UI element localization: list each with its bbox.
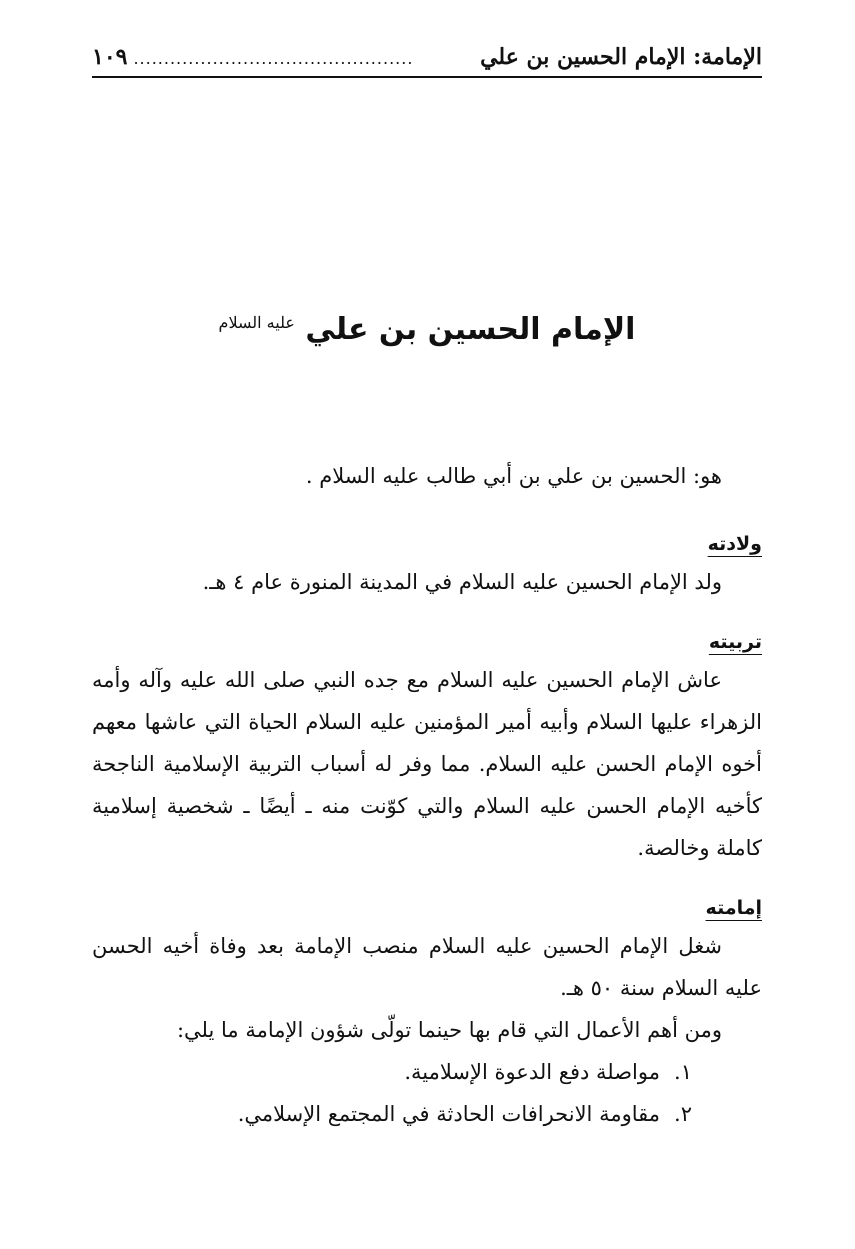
page-number: ١٠٩ [92,44,128,70]
list-item-text: مواصلة دفع الدعوة الإسلامية. [404,1060,660,1084]
chapter-honorific: عليه السلام [218,313,295,332]
chapter-title [92,312,762,347]
page-body [92,455,762,1135]
chapter-title-text: الإمام الحسين بن علي [305,312,636,347]
intro-line: هو: الحسين بن علي بن أبي طالب عليه السلام . [305,464,722,488]
section-paragraph-birth: ولد الإمام الحسين عليه السلام في المدينة المنورة عام ٤ هـ. [202,570,722,594]
list-item-number: ١. [674,1060,692,1084]
header-leader-dots: .............................................. [133,49,414,68]
running-header [92,36,762,78]
list-item-text: مقاومة الانحرافات الحادثة في المجتمع الإسلامي. [237,1102,660,1126]
list-item [92,1051,692,1093]
section-heading-imamate: إمامته [705,897,762,919]
running-header-title: الإمامة: الإمام الحسين بن علي [480,44,762,70]
section-heading-birth: ولادته [707,533,762,555]
section-paragraph-upbringing: عاش الإمام الحسين عليه السلام مع جده النبي صلى الله عليه وآله وأمه الزهراء عليها السلام وأبيه أمير المؤمنين عليه السلام الحياة التي عاشها معهم أخوه الإمام الحسن عليه السلام. مما وفر له أسباب التربية الإسلامية الناجحة كأخيه الإمام الحسن عليه السلام والتي كوّنت منه ـ أيضًا ـ شخصية إسلامية كاملة وخالصة. [92,668,762,860]
list-item-number: ٢. [674,1102,692,1126]
imamate-works-list [92,1051,762,1135]
section-heading-upbringing: تربيته [708,631,762,653]
section-paragraph-imamate: شغل الإمام الحسين عليه السلام منصب الإمامة بعد وفاة أخيه الحسن عليه السلام سنة ٥٠ هـ. [92,934,762,1000]
list-intro: ومن أهم الأعمال التي قام بها حينما تولّى شؤون الإمامة ما يلي: [176,1018,722,1042]
list-item [92,1093,692,1135]
